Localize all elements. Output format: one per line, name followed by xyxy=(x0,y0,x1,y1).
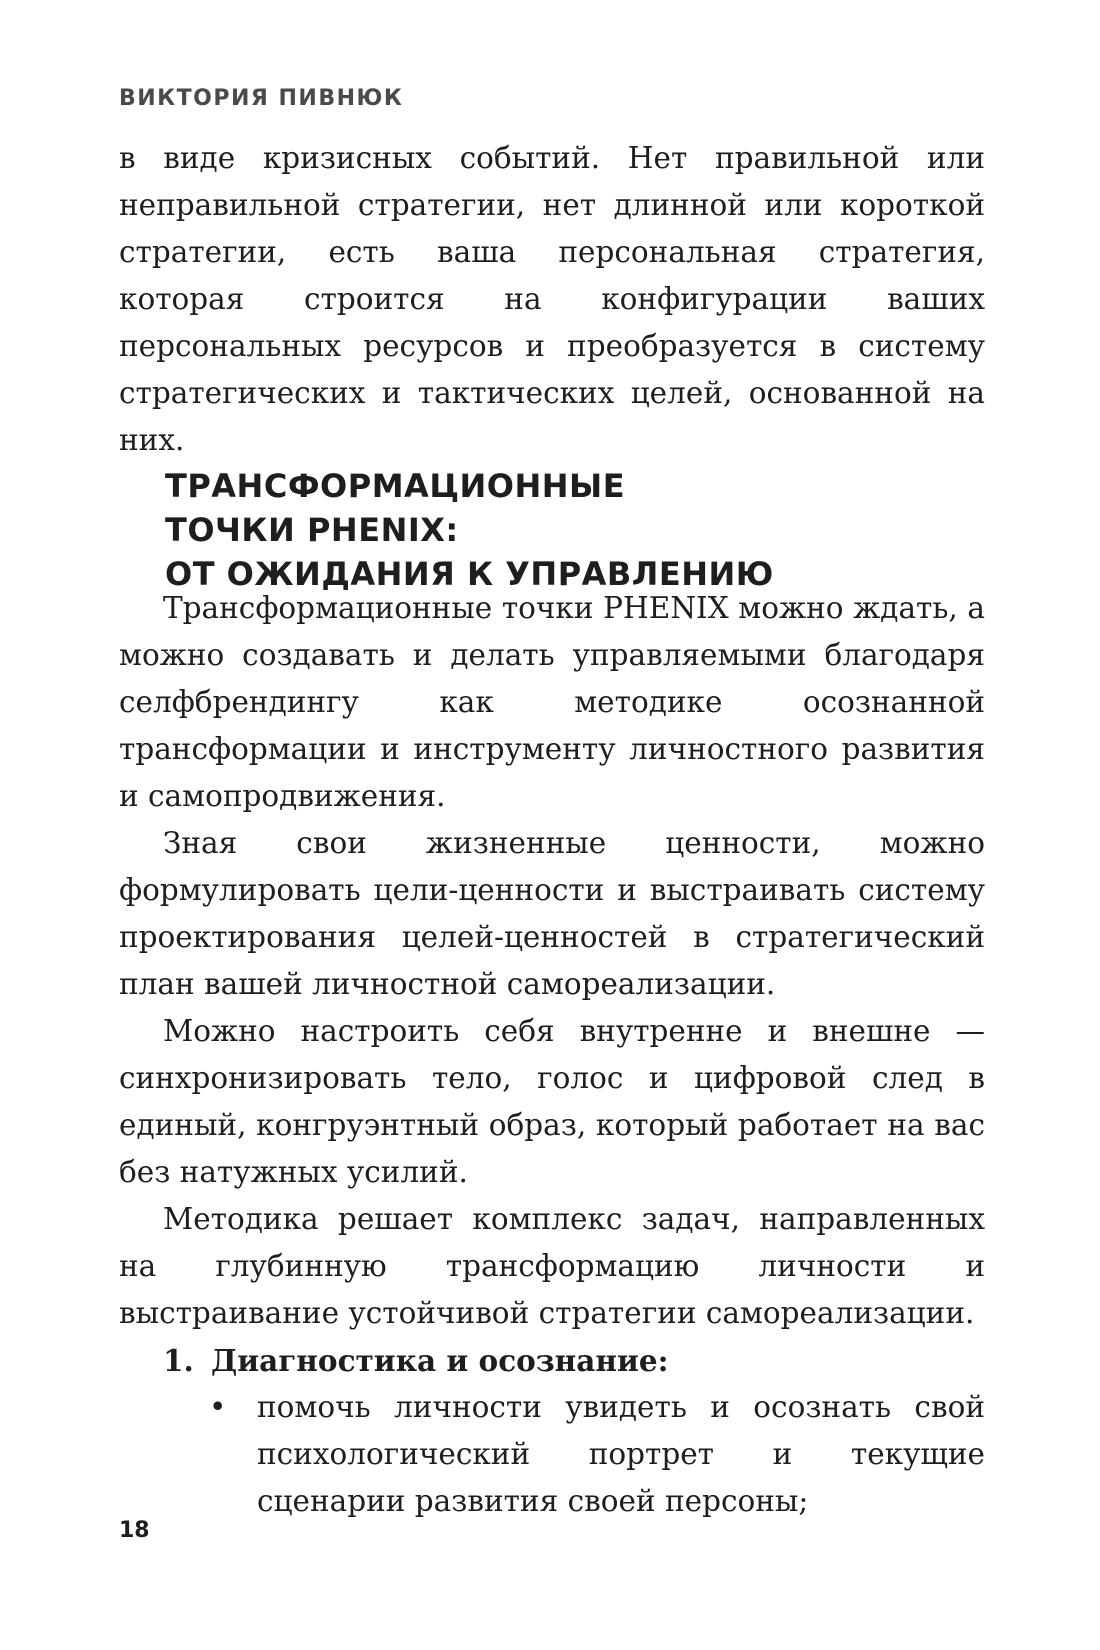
body-paragraph-2: Зная свои жизненные ценности, можно формулировать цели-ценности и выстраивать систему проектирования целей-ценностей в стратегический план вашей личностной самореализации. xyxy=(119,826,985,1001)
intro-block xyxy=(119,135,985,464)
body-block xyxy=(119,585,985,1525)
section-title-line-3: ОТ ОЖИДАНИЯ К УПРАВЛЕНИЮ xyxy=(165,555,774,593)
bullet-item xyxy=(119,1384,985,1525)
list-number: 1. xyxy=(163,1343,194,1378)
body-paragraph-1: Трансформационные точки PHENIX можно ждать, а можно создавать и делать управляемыми благодаря селфбрендингу как методике осознанной трансформации и инструменту личностного развития и самопродвижения. xyxy=(119,591,985,813)
bullet-text: помочь личности увидеть и осознать свой психологический портрет и текущие сценарии развития своей персоны; xyxy=(257,1390,985,1518)
body-paragraph-3: Можно настроить себя внутренне и внешне — синхронизировать тело, голос и цифровой след в единый, конгруэнтный образ, который работает на вас без натужных усилий. xyxy=(119,1014,985,1189)
section-title xyxy=(165,464,774,596)
body-paragraph-4: Методика решает комплекс задач, направленных на глубинную трансформацию личности и выстраивание устойчивой стратегии самореализации. xyxy=(119,1202,985,1330)
running-head: ВИКТОРИЯ ПИВНЮК xyxy=(119,86,404,111)
numbered-list-heading xyxy=(119,1337,985,1384)
bullet-marker: • xyxy=(209,1390,227,1424)
page-number: 18 xyxy=(119,1518,150,1543)
section-title-line-1: ТРАНСФОРМАЦИОННЫЕ xyxy=(165,467,626,505)
intro-paragraph: в виде кризисных событий. Нет правильной или неправильной стратегии, нет длинной или короткой стратегии, есть ваша персональная стратегия, которая строится на конфигурации ваших персональных ресурсов и преобразуется в систему стратегических и тактических целей, основанной на них. xyxy=(119,141,985,457)
section-title-line-2: ТОЧКИ PHENIX: xyxy=(165,511,459,549)
list-heading-text: Диагностика и осознание: xyxy=(211,1343,669,1378)
